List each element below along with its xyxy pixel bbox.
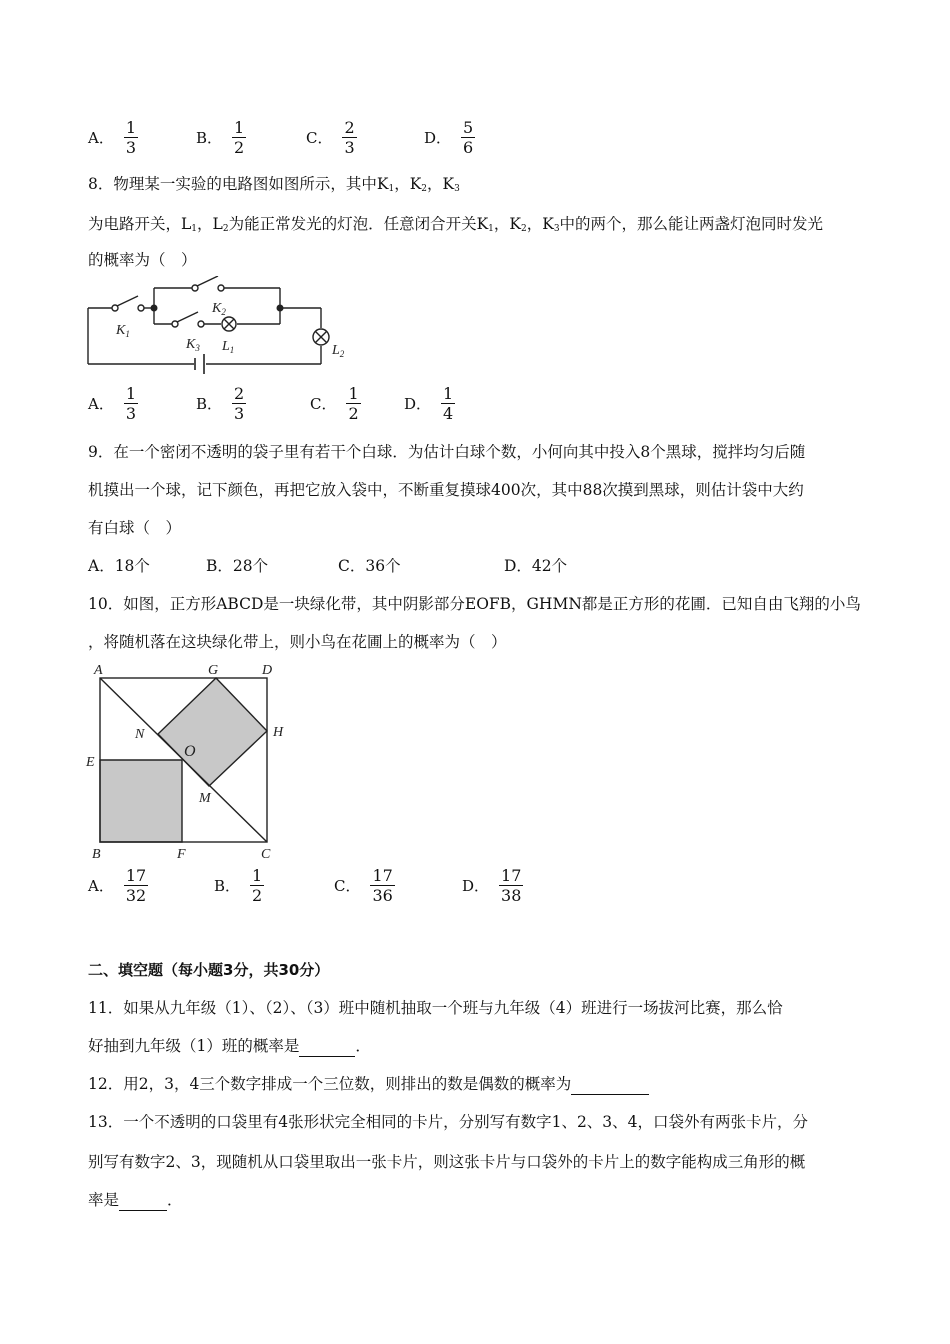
square-garden-diagram bbox=[80, 658, 290, 864]
q13-line-1: 13．一个不透明的口袋里有4张形状完全相同的卡片，分别写有数字1、2、3、4，口袋外有两张卡片，分 bbox=[88, 1113, 809, 1131]
point-o: O bbox=[184, 743, 196, 760]
point-f: F bbox=[177, 847, 186, 862]
q9-line-2: 机摸出一个球，记下颜色，再把它放入袋中，不断重复摸球400次，其中88次摸到黑球，则估计袋中大约 bbox=[88, 481, 804, 499]
point-h: H bbox=[273, 725, 284, 740]
q7-option-a[interactable]: A． $\frac{1}{3}$ bbox=[88, 118, 137, 157]
junction-dot bbox=[151, 305, 158, 312]
q8-option-d[interactable]: D． $\frac{1}{4}$ bbox=[404, 384, 454, 423]
fraction: $\frac{2}{3}$ bbox=[234, 384, 245, 423]
fraction: $\frac{17}{38}$ bbox=[501, 866, 522, 905]
fraction: $\frac{2}{3}$ bbox=[344, 118, 355, 157]
fraction: $\frac{1}{4}$ bbox=[443, 384, 454, 423]
fraction: $\frac{17}{36}$ bbox=[372, 866, 393, 905]
q10-option-b[interactable]: B． $\frac{1}{2}$ bbox=[214, 866, 263, 905]
q13-line-2: 别写有数字2、3，现随机从口袋里取出一张卡片，则这张卡片与口袋外的卡片上的数字能构成三角形的概 bbox=[88, 1153, 806, 1171]
q9-option-a[interactable]: A．18个 bbox=[88, 557, 150, 575]
circuit-diagram bbox=[80, 276, 360, 376]
label-l1: $L_1$ bbox=[222, 339, 235, 355]
fraction: $\frac{17}{32}$ bbox=[125, 866, 147, 905]
q8-line-1: 8．物理某一实验的电路图如图所示，其中$K_1$，$K_2$，$K_3$ bbox=[88, 175, 460, 194]
q7-option-c[interactable]: C． $\frac{2}{3}$ bbox=[306, 118, 355, 157]
q10-line-2: ，将随机落在这块绿化带上，则小鸟在花圃上的概率为（ ） bbox=[88, 633, 507, 651]
fraction: $\frac{1}{3}$ bbox=[125, 384, 137, 423]
fraction: $\frac{5}{6}$ bbox=[463, 118, 474, 157]
label-l2: $L_2$ bbox=[332, 343, 345, 359]
q9-option-b[interactable]: B．28个 bbox=[206, 557, 269, 575]
point-c: C bbox=[261, 847, 271, 862]
fraction: $\frac{1}{3}$ bbox=[125, 118, 137, 157]
point-g: G bbox=[208, 663, 219, 678]
q13-line-3: 率是 ． bbox=[88, 1191, 183, 1209]
q7-option-b[interactable]: B． $\frac{1}{2}$ bbox=[196, 118, 245, 157]
point-e: E bbox=[86, 755, 95, 770]
q9-line-3: 有白球（ ） bbox=[88, 519, 182, 537]
point-a: A bbox=[94, 663, 103, 678]
q8-option-c[interactable]: C． $\frac{1}{2}$ bbox=[310, 384, 359, 423]
fraction: $\frac{1}{2}$ bbox=[252, 866, 263, 905]
junction-dot bbox=[277, 305, 284, 312]
fraction: $\frac{1}{2}$ bbox=[348, 384, 359, 423]
point-b: B bbox=[92, 847, 101, 862]
point-n: N bbox=[135, 727, 145, 742]
q10-option-c[interactable]: C． $\frac{17}{36}$ bbox=[334, 866, 393, 905]
q8-line-3: 的概率为（ ） bbox=[88, 251, 197, 269]
q9-option-d[interactable]: D．42个 bbox=[504, 557, 568, 575]
point-d: D bbox=[262, 663, 273, 678]
answer-blank[interactable] bbox=[119, 1190, 167, 1211]
q11-line-1: 11．如果从九年级（1）、（2）、（3）班中随机抽取一个班与九年级（4）班进行一场拔河比赛，那么恰 bbox=[88, 999, 783, 1017]
section-2-title: 二、填空题（每小题3分，共30分） bbox=[88, 961, 330, 979]
point-m: M bbox=[199, 791, 211, 806]
label-k2: $K_2$ bbox=[212, 301, 226, 317]
square-eofb bbox=[100, 760, 182, 842]
label-k1: $K_1$ bbox=[116, 323, 130, 339]
q10-option-a[interactable]: A． $\frac{17}{32}$ bbox=[88, 866, 147, 905]
q8-option-b[interactable]: B． $\frac{2}{3}$ bbox=[196, 384, 245, 423]
answer-blank[interactable] bbox=[571, 1074, 649, 1095]
q11-line-2: 好抽到九年级（1）班的概率是 ． bbox=[88, 1037, 371, 1055]
q8-line-2: 为电路开关，$L_1$，$L_2$为能正常发光的灯泡．任意闭合开关$K_1$，$K_2$，$K_3$中的两个，那么能让两盏灯泡同时发光 bbox=[88, 215, 824, 234]
answer-blank[interactable] bbox=[299, 1036, 355, 1057]
q7-option-d[interactable]: D． $\frac{5}{6}$ bbox=[424, 118, 474, 157]
q10-option-d[interactable]: D． $\frac{17}{38}$ bbox=[462, 866, 522, 905]
fraction: $\frac{1}{2}$ bbox=[234, 118, 245, 157]
q10-line-1: 10．如图，正方形ABCD是一块绿化带，其中阴影部分EOFB，GHMN都是正方形的花圃．已知自由飞翔的小鸟 bbox=[88, 595, 861, 613]
label-k3: $K_3$ bbox=[186, 337, 200, 353]
q9-option-c[interactable]: C．36个 bbox=[338, 557, 401, 575]
q12-line-1: 12．用2，3，4三个数字排成一个三位数，则排出的数是偶数的概率为 bbox=[88, 1074, 649, 1095]
q8-option-a[interactable]: A． $\frac{1}{3}$ bbox=[88, 384, 137, 423]
q9-line-1: 9．在一个密闭不透明的袋子里有若干个白球．为估计白球个数，小何向其中投入8个黑球，搅拌均匀后随 bbox=[88, 443, 806, 461]
